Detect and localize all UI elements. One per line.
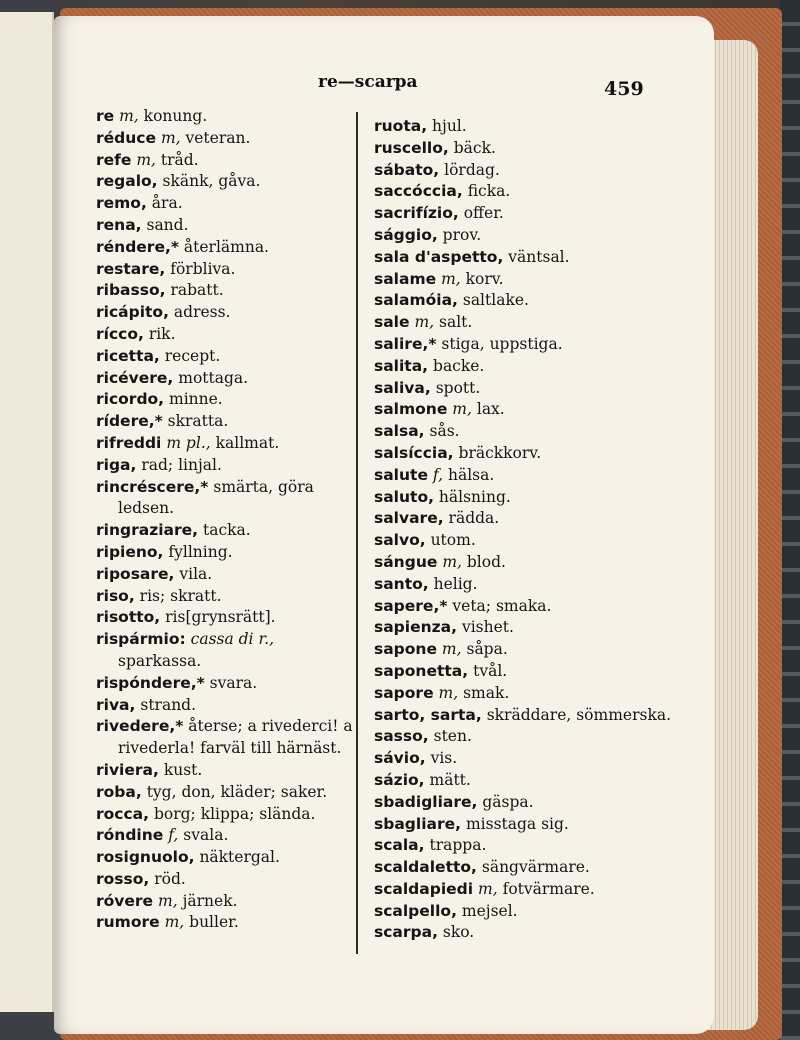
entry-headword: sala d'aspetto, (374, 247, 504, 266)
entry-headword: ruota, (374, 117, 428, 135)
entry-headword: ricápito, (96, 303, 169, 322)
entry-translation: veteran. (185, 128, 251, 147)
entry-headword: réduce (96, 128, 156, 147)
dictionary-entry (374, 378, 696, 400)
entry-headword: rosignuolo, (96, 848, 195, 867)
entry-translation: offer. (463, 204, 504, 223)
entry-translation: kust. (163, 760, 203, 779)
dictionary-entry (96, 825, 354, 847)
entry-translation: ris; skratt. (139, 586, 222, 605)
entry-grammar: m, (414, 313, 435, 332)
entry-headword: rídere,* (96, 412, 163, 431)
entry-translation: såpa. (466, 640, 508, 659)
dictionary-entry (374, 596, 696, 618)
entry-headword: róndine (96, 826, 164, 845)
entry-headword: salmone (374, 400, 448, 419)
dictionary-entry (96, 804, 354, 826)
entry-translation: hälsning. (438, 487, 511, 506)
entry-grammar: m, (438, 683, 459, 702)
dictionary-entry (96, 150, 354, 172)
entry-headword: saliva, (374, 378, 431, 397)
entry-translation: saltlake. (462, 291, 529, 310)
entry-translation: misstaga sig. (465, 814, 569, 833)
keyboard-edge (780, 0, 800, 1040)
dictionary-entry (374, 814, 696, 836)
entry-translation: ris[grynsrätt]. (165, 608, 276, 627)
entry-translation: ficka. (467, 182, 511, 201)
entry-grammar: m, (164, 913, 185, 932)
dictionary-entry (374, 770, 696, 792)
entry-headword: riviera, (96, 760, 159, 779)
entry-grammar: m, (442, 552, 462, 571)
entry-headword: re (96, 107, 115, 125)
entry-headword: refe (96, 150, 132, 169)
dictionary-entry (374, 530, 696, 552)
dictionary-entry (374, 748, 696, 770)
dictionary-entry (374, 356, 696, 378)
entry-translation: smak. (463, 683, 510, 702)
entry-translation: korv. (465, 269, 504, 288)
entry-translation: smärta, göra ledsen. (118, 477, 314, 518)
entry-headword: rícco, (96, 324, 144, 343)
dictionary-entry (374, 312, 696, 334)
entry-translation: förbliva. (170, 259, 236, 278)
dictionary-entry (374, 879, 696, 901)
entry-translation: gäspa. (482, 792, 534, 811)
entry-headword: sbadigliare, (374, 792, 478, 811)
entry-headword: sacrifízio, (374, 204, 459, 223)
dictionary-entry (96, 280, 354, 302)
entry-translation: salt. (439, 313, 473, 332)
entry-translation: vis. (430, 749, 458, 768)
entry-translation: vishet. (461, 618, 514, 637)
entry-translation: stiga, uppstiga. (441, 334, 563, 353)
entry-translation: sko. (442, 923, 475, 942)
entry-grammar: m pl., (166, 433, 211, 452)
dictionary-entry (374, 465, 696, 487)
entry-translation: spott. (435, 378, 481, 397)
entry-headword: salute (374, 465, 428, 484)
entry-translation: sand. (146, 215, 189, 234)
entry-translation: veta; smaka. (452, 596, 552, 615)
dictionary-entry (96, 215, 354, 237)
entry-headword: ruscello, (374, 138, 449, 157)
entry-headword: saluto, (374, 487, 434, 506)
dictionary-entry (374, 421, 696, 443)
entry-translation: lax. (476, 400, 505, 419)
entry-headword: riga, (96, 455, 137, 474)
entry-headword: sapone (374, 640, 437, 659)
entry-headword: santo, (374, 574, 429, 593)
entry-headword: scala, (374, 836, 425, 855)
entry-headword: sázio, (374, 770, 425, 789)
entry-headword: ricévere, (96, 368, 174, 387)
left-page-edge (0, 12, 54, 1012)
dictionary-entry (374, 160, 696, 182)
dictionary-entry (96, 629, 354, 673)
entry-translation: bäck. (453, 138, 496, 157)
entry-translation: backe. (433, 356, 485, 375)
entry-headword: rincréscere,* (96, 477, 209, 496)
entry-headword: riva, (96, 695, 136, 714)
entry-headword: ribasso, (96, 281, 166, 300)
entry-headword: salvo, (374, 531, 426, 550)
page-number: 459 (604, 78, 644, 100)
entry-translation: sparkassa. (118, 651, 202, 670)
dictionary-entry (374, 508, 696, 530)
entry-translation: hälsa. (447, 465, 495, 484)
entry-translation: återse; a rivederci! a rivederla! farväl till härnäst. (118, 717, 353, 758)
entry-translation: skratta. (167, 412, 229, 431)
dictionary-entry (96, 455, 354, 477)
dictionary-entry (374, 922, 696, 944)
dictionary-entry (96, 760, 354, 782)
entry-headword: ringraziare, (96, 521, 199, 540)
dictionary-entry (374, 399, 696, 421)
right-column (374, 116, 696, 944)
dictionary-entry (96, 324, 354, 346)
entry-headword: sávio, (374, 749, 426, 768)
dictionary-entry (96, 695, 354, 717)
dictionary-entry (374, 138, 696, 160)
entry-translation: åra. (151, 194, 183, 213)
dictionary-entry (96, 128, 354, 150)
entry-headword: salsíccia, (374, 443, 454, 462)
dictionary-entry (96, 542, 354, 564)
entry-headword: salsa, (374, 422, 425, 441)
entry-headword: saccóccia, (374, 182, 463, 201)
dictionary-entry (374, 552, 696, 574)
dictionary-entry (374, 443, 696, 465)
dictionary-entry (96, 477, 354, 521)
dictionary-entry (374, 487, 696, 509)
entry-headword: rena, (96, 215, 142, 234)
dictionary-entry (96, 716, 354, 760)
entry-translation: strand. (140, 695, 197, 714)
entry-translation: mätt. (429, 770, 471, 789)
entry-headword: rumore (96, 913, 160, 932)
entry-translation: järnek. (182, 891, 238, 910)
dictionary-entry (374, 269, 696, 291)
entry-grammar: m, (160, 128, 181, 147)
entry-translation: mejsel. (461, 901, 518, 920)
entry-translation: rädda. (448, 509, 500, 528)
entry-headword: sángue (374, 552, 438, 571)
left-column (96, 106, 354, 934)
entry-translation: sten. (433, 727, 472, 746)
dictionary-entry (96, 564, 354, 586)
dictionary-entry (374, 901, 696, 923)
entry-translation: sängvärmare. (481, 858, 590, 877)
entry-translation: buller. (189, 913, 239, 932)
dictionary-entry (374, 857, 696, 879)
entry-translation: recept. (164, 346, 221, 365)
entry-headword: réndere,* (96, 237, 179, 256)
dictionary-entry (96, 433, 354, 455)
entry-translation: tråd. (160, 150, 199, 169)
entry-headword: sábato, (374, 160, 440, 179)
entry-translation: återlämna. (183, 237, 269, 256)
entry-headword: salame (374, 269, 437, 288)
entry-translation: mottaga. (178, 368, 249, 387)
dictionary-entry (96, 302, 354, 324)
entry-translation: tvål. (473, 661, 508, 680)
entry-translation: lördag. (444, 160, 500, 179)
entry-headword: rispóndere,* (96, 673, 205, 692)
entry-translation: svara. (209, 673, 258, 692)
entry-translation: rad; linjal. (141, 455, 222, 474)
entry-headword: salvare, (374, 509, 444, 528)
entry-headword: scaldaletto, (374, 858, 477, 877)
dictionary-entry (374, 792, 696, 814)
dictionary-entry (96, 586, 354, 608)
dictionary-entry (374, 225, 696, 247)
entry-headword: rivedere,* (96, 717, 184, 736)
entry-grammar: m, (441, 269, 461, 288)
entry-translation: konung. (143, 107, 208, 125)
dictionary-entry (374, 661, 696, 683)
entry-grammar: m, (452, 400, 472, 419)
entry-translation: blod. (466, 552, 506, 571)
entry-headword: risotto, (96, 608, 161, 627)
entry-headword: ricetta, (96, 346, 160, 365)
entry-headword: sbagliare, (374, 814, 462, 833)
dictionary-entry (96, 847, 354, 869)
entry-headword: regalo, (96, 172, 158, 191)
entry-headword: scaldapiedi (374, 879, 474, 898)
entry-headword: sale (374, 313, 410, 332)
entry-grammar: m, (119, 107, 139, 125)
dictionary-entry (374, 574, 696, 596)
entry-headword: sarto, sarta, (374, 705, 482, 724)
entry-headword: remo, (96, 194, 147, 213)
entry-headword: sággio, (374, 225, 438, 244)
entry-translation: skräddare, sömmerska. (486, 705, 672, 724)
entry-translation: skänk, gåva. (162, 172, 261, 191)
dictionary-entry (96, 259, 354, 281)
entry-translation: trappa. (429, 836, 487, 855)
dictionary-entry (374, 705, 696, 727)
dictionary-entry (96, 869, 354, 891)
dictionary-entry (374, 683, 696, 705)
entry-headword: salita, (374, 356, 429, 375)
dictionary-entry (96, 346, 354, 368)
entry-translation: väntsal. (508, 247, 570, 266)
entry-headword: restare, (96, 259, 166, 278)
entry-headword: róvere (96, 891, 154, 910)
entry-translation: adress. (173, 303, 231, 322)
dictionary-entry (374, 835, 696, 857)
dictionary-entry (374, 639, 696, 661)
column-divider (356, 112, 358, 954)
dictionary-entry (96, 389, 354, 411)
entry-translation: rabatt. (170, 281, 224, 300)
entry-headword: rifreddi (96, 433, 162, 452)
dictionary-entry (96, 368, 354, 390)
entry-translation: borg; klippa; slända. (153, 804, 316, 823)
running-header: re—scarpa (318, 72, 418, 92)
entry-grammar: m, (478, 879, 498, 898)
dictionary-entry (374, 617, 696, 639)
dictionary-entry (374, 181, 696, 203)
entry-translation: hjul. (432, 117, 467, 135)
entry-grammar: m, (158, 891, 178, 910)
entry-translation: utom. (430, 531, 476, 550)
dictionary-entry (374, 726, 696, 748)
entry-headword: rispármio: (96, 630, 186, 649)
entry-headword: saponetta, (374, 661, 469, 680)
dictionary-entry (96, 411, 354, 433)
dictionary-entry (374, 290, 696, 312)
dictionary-entry (96, 193, 354, 215)
entry-translation: vila. (179, 564, 213, 583)
entry-headword: rosso, (96, 869, 150, 888)
entry-translation: kallmat. (215, 433, 280, 452)
dictionary-entry (374, 334, 696, 356)
entry-translation: prov. (442, 225, 482, 244)
entry-translation: minne. (169, 390, 223, 409)
dictionary-entry (96, 782, 354, 804)
entry-headword: riposare, (96, 564, 175, 583)
entry-translation: sås. (429, 422, 460, 441)
dictionary-entry (96, 237, 354, 259)
dictionary-entry (96, 171, 354, 193)
entry-headword: riso, (96, 586, 135, 605)
entry-headword: ripieno, (96, 542, 164, 561)
entry-grammar: m, (136, 150, 156, 169)
entry-translation: fotvärmare. (502, 879, 595, 898)
dictionary-entry (374, 203, 696, 225)
entry-headword: scarpa, (374, 923, 438, 942)
entry-translation: rik. (148, 324, 176, 343)
entry-headword: rocca, (96, 804, 150, 823)
entry-headword: sasso, (374, 727, 429, 746)
dictionary-entry (374, 247, 696, 269)
entry-headword: sapere,* (374, 596, 448, 615)
entry-grammar: m, (441, 640, 462, 659)
entry-headword: salamóia, (374, 291, 458, 310)
entry-grammar: f, (168, 826, 179, 845)
entry-headword: sapore (374, 683, 434, 702)
entry-translation: bräckkorv. (458, 443, 542, 462)
entry-translation: röd. (154, 869, 186, 888)
dictionary-entry (374, 116, 696, 138)
entry-grammar: f, (432, 465, 444, 484)
entry-translation: tyg, don, kläder; saker. (146, 782, 328, 801)
entry-translation: helig. (433, 574, 478, 593)
dictionary-entry (96, 607, 354, 629)
entry-translation: näktergal. (199, 848, 280, 867)
dictionary-entry (96, 106, 354, 128)
entry-translation: tacka. (202, 521, 251, 540)
dictionary-entry (96, 891, 354, 913)
entry-translation: fyllning. (168, 542, 233, 561)
entry-translation: svala. (183, 826, 229, 845)
entry-headword: sapienza, (374, 618, 458, 637)
entry-headword: salire,* (374, 334, 437, 353)
entry-headword: roba, (96, 782, 142, 801)
dictionary-entry (96, 673, 354, 695)
dictionary-entry (96, 520, 354, 542)
entry-headword: ricordo, (96, 390, 165, 409)
entry-headword: scalpello, (374, 901, 457, 920)
entry-grammar: cassa di r., (190, 630, 275, 649)
dictionary-entry (96, 912, 354, 934)
